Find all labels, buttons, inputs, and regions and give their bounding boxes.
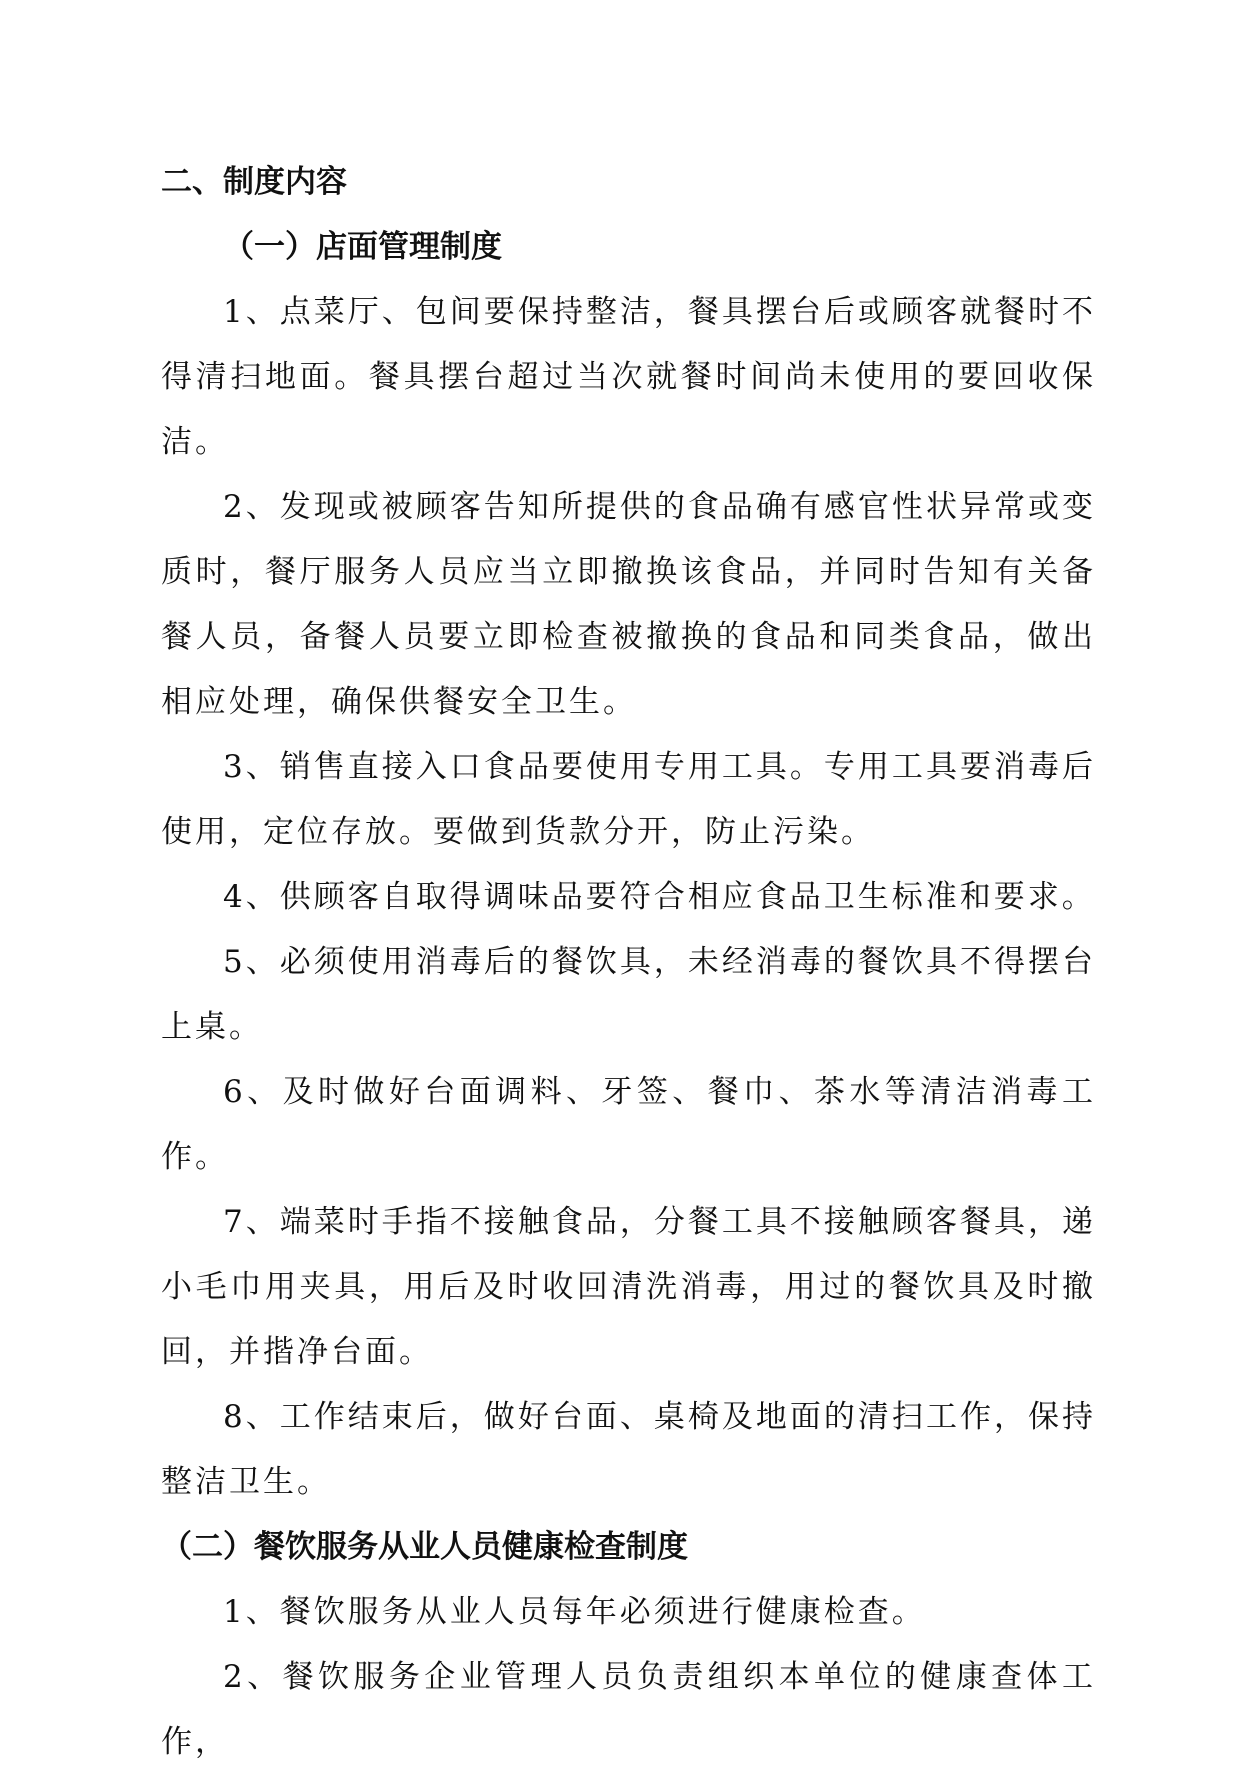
paragraph-item: 2、餐饮服务企业管理人员负责组织本单位的健康查体工作， (161, 1659, 1096, 1760)
subsection-title-store-management: （一）店面管理制度 (223, 229, 502, 265)
document-body (161, 150, 1096, 1775)
paragraph-item: 8、工作结束后，做好台面、桌椅及地面的清扫工作，保持整洁卫生。 (161, 1399, 1096, 1500)
paragraph-item: 7、端菜时手指不接触食品，分餐工具不接触顾客餐具，递小毛巾用夹具，用后及时收回清洗消毒，用过的餐饮具及时撤回，并揩净台面。 (161, 1204, 1096, 1370)
section-title: 二、制度内容 (161, 164, 347, 200)
paragraph-item: 4、供顾客自取得调味品要符合相应食品卫生标准和要求。 (223, 879, 1096, 915)
paragraph-item: 1、餐饮服务从业人员每年必须进行健康检查。 (223, 1594, 926, 1630)
paragraph-item: 3、销售直接入口食品要使用专用工具。专用工具要消毒后使用，定位存放。要做到货款分开，防止污染。 (161, 749, 1096, 850)
paragraph-item: 1、点菜厅、包间要保持整洁，餐具摆台后或顾客就餐时不得清扫地面。餐具摆台超过当次就餐时间尚未使用的要回收保洁。 (161, 294, 1096, 460)
paragraph-item: 2、发现或被顾客告知所提供的食品确有感官性状异常或变质时，餐厅服务人员应当立即撤换该食品，并同时告知有关备餐人员，备餐人员要立即检查被撤换的食品和同类食品，做出相应处理，确保供餐安全卫生。 (161, 489, 1096, 720)
paragraph-item: 6、及时做好台面调料、牙签、餐巾、茶水等清洁消毒工作。 (161, 1074, 1096, 1175)
paragraph-item: 5、必须使用消毒后的餐饮具，未经消毒的餐饮具不得摆台上桌。 (161, 944, 1096, 1045)
subsection-title-health-check: （二）餐饮服务从业人员健康检查制度 (161, 1529, 688, 1565)
